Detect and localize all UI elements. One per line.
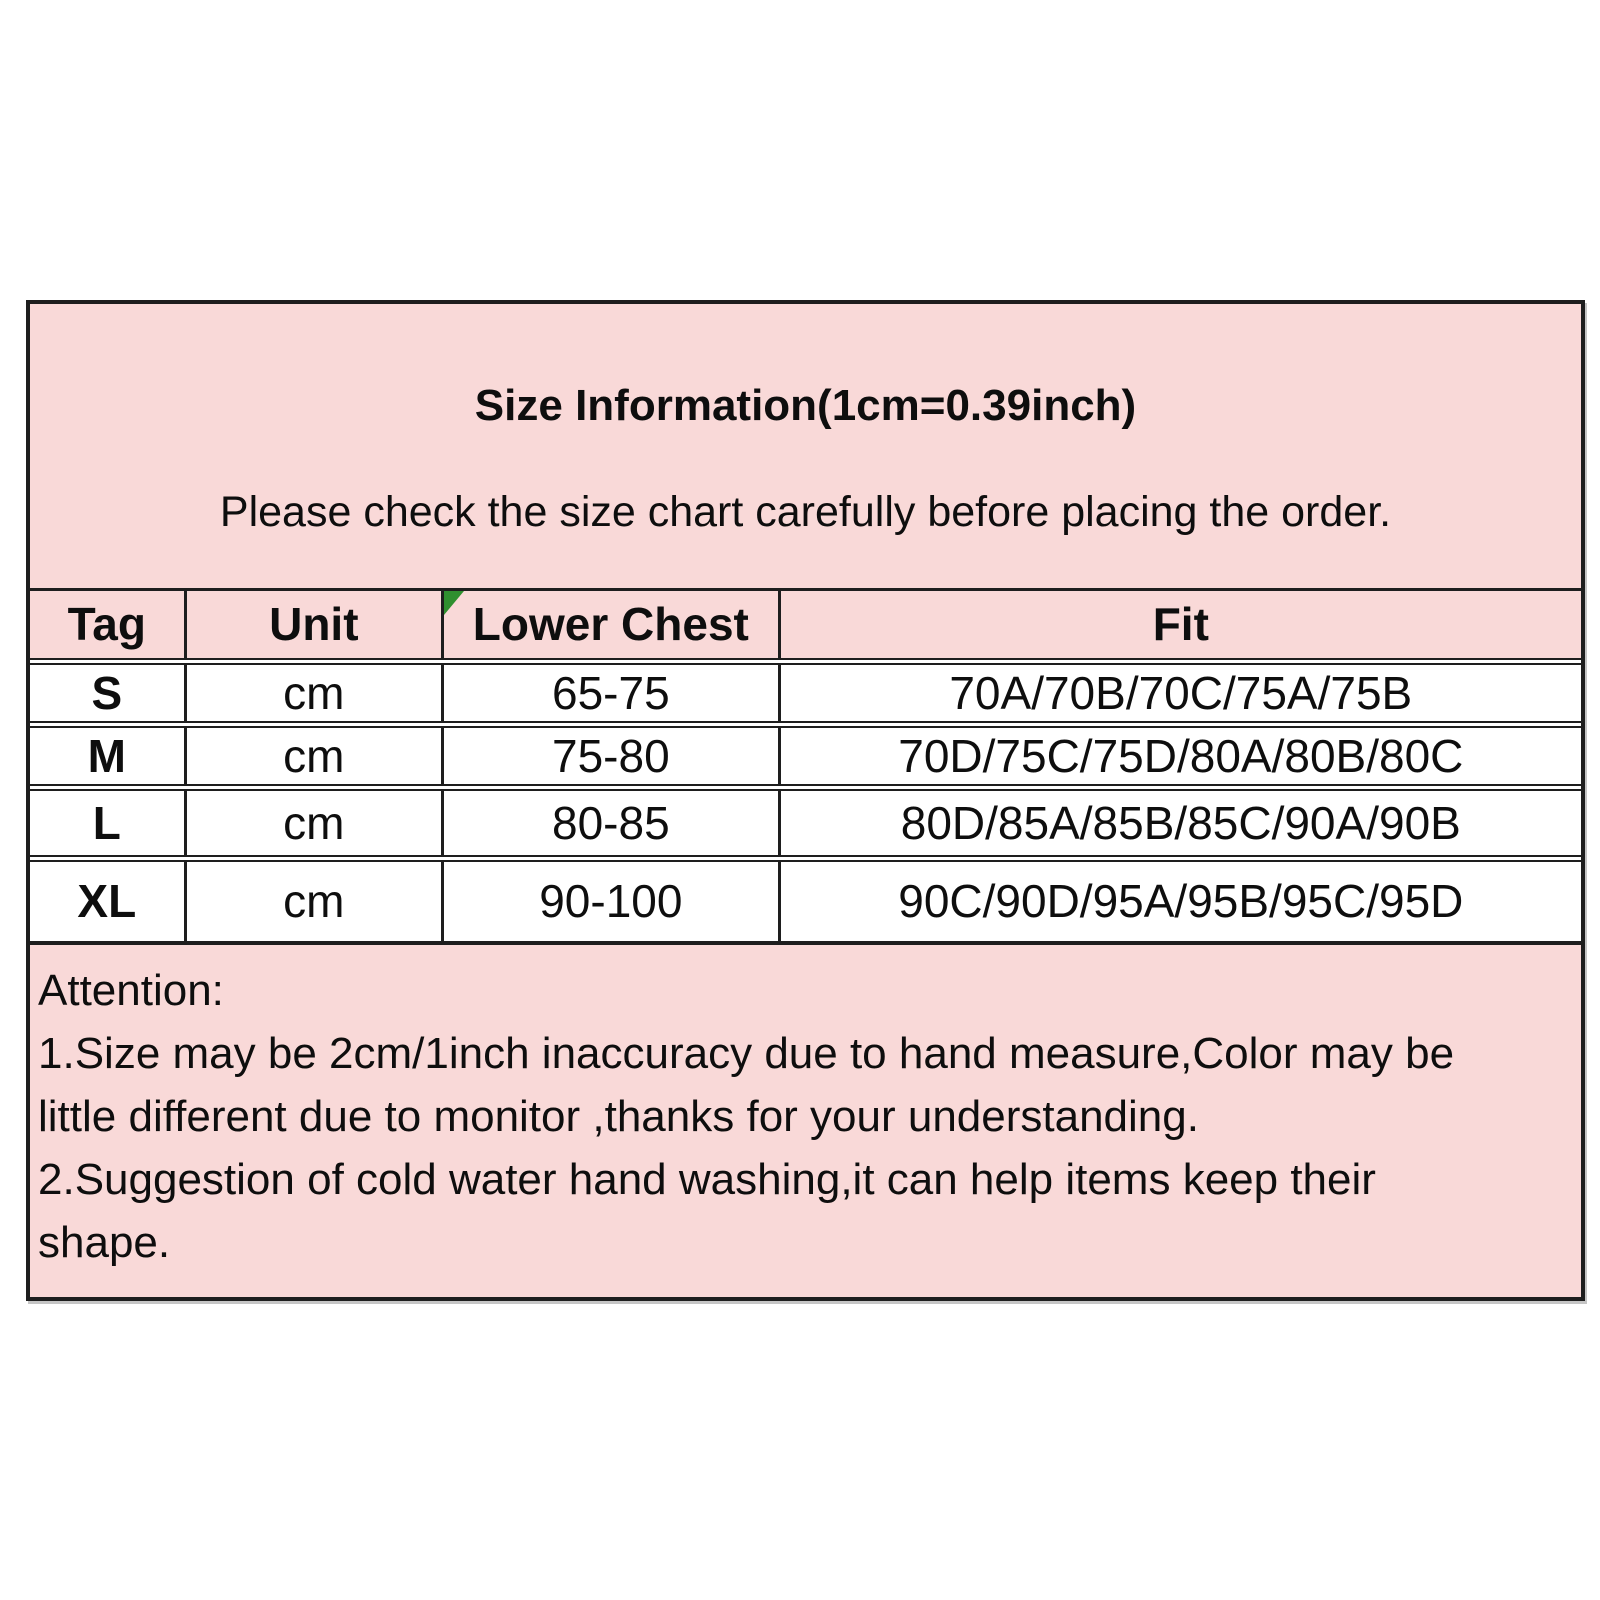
table-row-l — [30, 787, 1581, 858]
size-chart-sheet — [26, 300, 1585, 1301]
excel-green-triangle-icon — [444, 591, 464, 615]
cell-lower-chest: 80-85 — [443, 787, 780, 858]
attention-heading: Attention: — [38, 966, 224, 1015]
header-fit: Fit — [779, 591, 1581, 661]
cell-tag: M — [30, 724, 185, 787]
size-table — [30, 591, 1581, 941]
header-lower-chest — [443, 591, 780, 661]
table-row-m — [30, 724, 1581, 787]
attention-line: little different due to monitor ,thanks for your understanding. — [38, 1092, 1199, 1141]
header-unit: Unit — [185, 591, 442, 661]
cell-tag: S — [30, 661, 185, 724]
cell-lower-chest: 65-75 — [443, 661, 780, 724]
attention-line: shape. — [38, 1218, 171, 1267]
page-title: Size Information(1cm=0.39inch) — [474, 381, 1137, 430]
cell-unit: cm — [185, 661, 442, 724]
cell-fit: 90C/90D/95A/95B/95C/95D — [779, 858, 1581, 941]
table-header-row — [30, 591, 1581, 661]
header-lower-chest-label: Lower Chest — [472, 598, 749, 651]
cell-fit: 80D/85A/85B/85C/90A/90B — [779, 787, 1581, 858]
attention-line: 2.Suggestion of cold water hand washing,it can help items keep their — [38, 1155, 1376, 1204]
cell-fit: 70D/75C/75D/80A/80B/80C — [779, 724, 1581, 787]
cell-tag: L — [30, 787, 185, 858]
table-row-s — [30, 661, 1581, 724]
attention-line: 1.Size may be 2cm/1inch inaccuracy due to hand measure,Color may be — [38, 1029, 1455, 1078]
cell-fit: 70A/70B/70C/75A/75B — [779, 661, 1581, 724]
page-subtitle: Please check the size chart carefully before placing the order. — [219, 488, 1392, 536]
cell-unit: cm — [185, 724, 442, 787]
header-tag: Tag — [67, 598, 146, 651]
cell-lower-chest: 75-80 — [443, 724, 780, 787]
table-row-xl — [30, 858, 1581, 941]
attention-band — [30, 941, 1581, 1297]
cell-unit: cm — [185, 787, 442, 858]
header-band — [30, 304, 1581, 591]
cell-unit: cm — [185, 858, 442, 941]
cell-lower-chest: 90-100 — [443, 858, 780, 941]
cell-tag: XL — [30, 858, 185, 941]
